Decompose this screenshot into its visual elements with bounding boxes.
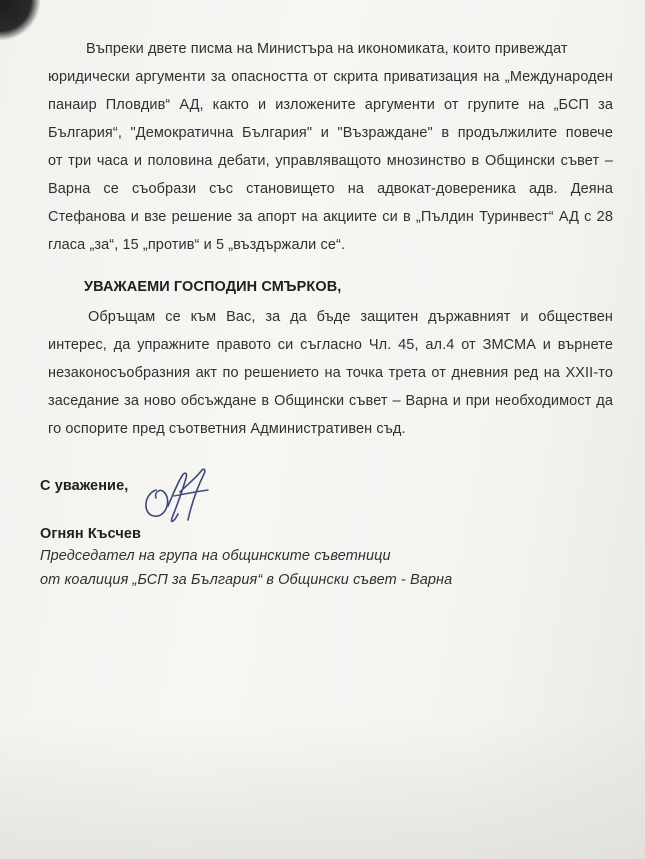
paragraph-1-line-8: гласа „за“, 15 „против“ и 5 „въздържали се“.	[48, 237, 346, 253]
paragraph-2-line-4: заседание за ново обсъждане в Общински съвет – Варна и при необходимост да	[48, 393, 613, 409]
paragraph-2-line-2: интерес, да упражните правото си съгласно Чл. 45, ал.4 от ЗМСМА и върнете	[48, 337, 613, 353]
signer-title-line-1: Председател на група на общинските съветници	[40, 548, 391, 564]
page-corner-shadow	[0, 0, 40, 40]
signer-name: Огнян Късчев	[40, 526, 142, 542]
salutation-heading: УВАЖАЕМИ ГОСПОДИН СМЪРКОВ,	[84, 279, 342, 295]
handwritten-signature	[138, 462, 218, 528]
signer-title-line-2: от коалиция „БСП за България“ в Общински съвет - Варна	[40, 572, 453, 588]
paragraph-1-line-1: Въпреки двете писма на Министъра на икономиката, които привеждат	[86, 41, 568, 57]
paragraph-1-line-3: панаир Пловдив“ АД, както и изложените аргументи от групите на „БСП за	[48, 97, 613, 113]
paragraph-2-line-5: го оспорите пред съответния Административен съд.	[48, 421, 406, 437]
paragraph-1-line-4: България“, "Демократична България" и "Възраждане" в продължилите повече	[48, 125, 613, 141]
paragraph-1-line-5: от три часа и половина дебати, управляващото мнозинство в Общински съвет –	[48, 153, 613, 169]
paragraph-1-line-2: юридически аргументи за опасността от скрита приватизация на „Международен	[48, 69, 613, 85]
page-bottom-shade	[0, 719, 645, 859]
paragraph-2-line-1: Обръщам се към Вас, за да бъде защитен държавният и обществен	[88, 309, 613, 325]
paragraph-1-line-7: Стефанова и взе решение за апорт на акциите си в „Пълдин Туринвест“ АД с 28	[48, 209, 613, 225]
paragraph-1-line-6: Варна се съобрази със становището на адвокат-довереника адв. Деяна	[48, 181, 613, 197]
paragraph-2-line-3: незаконосъобразния акт по решението на точка трета от дневния ред на XXII-то	[48, 365, 613, 381]
closing-text: С уважение,	[40, 478, 129, 494]
